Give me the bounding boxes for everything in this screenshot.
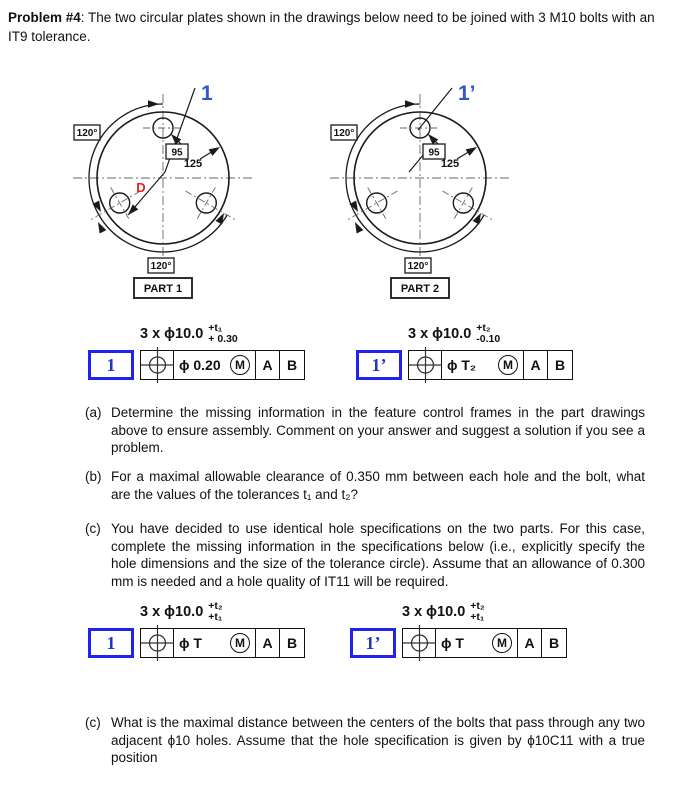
tolerance-upper: +t₂ — [476, 322, 491, 334]
tolerance-lower: +t₁ — [208, 611, 223, 623]
fcf-part1-top — [88, 320, 305, 380]
question-b — [85, 468, 645, 503]
question-b-label: (b) — [85, 469, 102, 484]
tolerance-value-cell — [174, 351, 256, 379]
tolerance-stack — [208, 323, 238, 345]
tolerance-value: ϕ T₂ — [447, 357, 477, 373]
datum-a-cell: A — [256, 351, 280, 379]
position-symbol-cell — [141, 629, 174, 657]
fcf-part2-top — [356, 320, 573, 380]
question-c1-text: You have decided to use identical hole specifications on the two parts. For this case, complete the missing information in the specifications below (i.e., explicitly specify the hole dimensions and the size of the tolerance circle). Assume that an allowance of 0.300 mm is needed and a hole quality of IT11 will be required. — [111, 521, 645, 589]
tolerance-value-cell — [436, 629, 518, 657]
balloon-box: 1’ — [356, 350, 402, 380]
dimension-text: 3 x ϕ10.0 — [408, 326, 472, 342]
position-symbol-cell — [141, 351, 174, 379]
dimension-text: 3 x ϕ10.0 — [402, 604, 466, 620]
center-stub-line — [409, 154, 424, 172]
dimension-callout — [140, 320, 305, 348]
datum-b-cell: B — [548, 635, 560, 651]
tolerance-value-cell — [442, 351, 524, 379]
problem-title — [8, 8, 658, 46]
datum-b-cell: B — [286, 357, 298, 373]
position-symbol-icon — [409, 350, 442, 380]
question-a-text: Determine the missing information in the feature control frames in the part drawings above to ensure assembly. Comment on your answer and suggest a solution if you see a problem. — [111, 405, 645, 455]
balloon-1prime-label: 1’ — [458, 82, 476, 105]
mmc-modifier-icon: M — [498, 355, 518, 375]
plate-diameter-label: 125 — [183, 158, 203, 170]
problem-title-number: Problem #4 — [8, 10, 81, 25]
question-c1-label: (c) — [85, 521, 101, 536]
arc-arrow-top — [405, 100, 416, 108]
tolerance-value: ϕ T — [441, 635, 464, 651]
mmc-modifier-icon: M — [230, 633, 250, 653]
arc-arrow-ll-2 — [95, 220, 107, 233]
tolerance-lower: -0.10 — [476, 333, 501, 345]
question-b-text: For a maximal allowable clearance of 0.350 mm between each hole and the bolt, what are the values of the tolerances t₁ and t₂? — [111, 469, 645, 502]
angle-bottom-label: 120° — [407, 261, 429, 272]
fcf-row — [356, 350, 573, 380]
position-symbol-cell — [409, 351, 442, 379]
bolt-circle-label: 95 — [428, 147, 440, 159]
balloon-box: 1 — [88, 350, 134, 380]
tolerance-value: ϕ T — [179, 635, 202, 651]
question-c2-text: What is the maximal distance between the centers of the bolts that pass through any two adjacent ϕ10 holes. Assume that the hole specification is given by ϕ10C11 with a true position — [111, 715, 645, 765]
hole-ll-cross-line — [111, 187, 129, 218]
balloon-box: 1 — [88, 628, 134, 658]
tolerance-upper: +t₂ — [470, 600, 485, 612]
fcf-row — [350, 628, 567, 658]
tolerance-lower: + 0.30 — [208, 333, 238, 345]
datum-b-cell: B — [554, 357, 566, 373]
angle-left-label: 120° — [76, 128, 98, 139]
feature-control-frame — [408, 350, 573, 380]
bolt-circle-label: 95 — [171, 147, 183, 159]
balloon-box: 1’ — [350, 628, 396, 658]
position-symbol-cell — [403, 629, 436, 657]
position-symbol-icon — [141, 350, 174, 380]
fcf-part1-bottom — [88, 598, 305, 658]
dimension-text: 3 x ϕ10.0 — [140, 326, 204, 342]
tolerance-stack — [476, 323, 500, 345]
mmc-modifier-icon: M — [492, 633, 512, 653]
feature-control-frame — [140, 350, 305, 380]
feature-control-frame — [140, 628, 305, 658]
part1-drawing — [55, 72, 307, 308]
part2-name: PART 2 — [400, 283, 440, 295]
fcf-row — [88, 628, 305, 658]
arc-arrow-top — [148, 100, 159, 108]
dimension-callout — [402, 598, 567, 626]
tolerance-value-cell — [174, 629, 256, 657]
feature-control-frame — [402, 628, 567, 658]
angle-bottom-label: 120° — [150, 261, 172, 272]
question-a — [85, 404, 645, 457]
datum-a-cell: A — [524, 351, 548, 379]
hole-lr-cross-line — [454, 187, 472, 218]
dimension-callout — [408, 320, 573, 348]
plate-diameter-label: 125 — [440, 158, 460, 170]
fcf-part2-bottom — [350, 598, 567, 658]
tolerance-stack — [470, 601, 484, 623]
part1-name: PART 1 — [143, 283, 183, 295]
hole-lr-cross-line — [197, 187, 215, 218]
hole-lr-radial-line — [443, 191, 495, 221]
question-a-label: (a) — [85, 405, 102, 420]
balloon-1-label: 1 — [201, 82, 213, 105]
part2-drawing — [320, 72, 572, 308]
tolerance-lower: +t₁ — [470, 611, 485, 623]
question-c2-label: (c) — [85, 715, 101, 730]
datum-a-cell: A — [518, 629, 542, 657]
question-c1 — [85, 520, 645, 590]
radius-d-label: D — [136, 180, 146, 195]
balloon-leader — [418, 88, 452, 130]
hole-ll-cross-line — [368, 187, 386, 218]
angle-left-label: 120° — [333, 128, 355, 139]
mmc-modifier-icon: M — [230, 355, 250, 375]
fcf-row — [88, 350, 305, 380]
arc-arrow-ll-2 — [352, 220, 364, 233]
position-symbol-icon — [141, 628, 174, 658]
tolerance-upper: +t₂ — [208, 600, 223, 612]
position-symbol-icon — [403, 628, 436, 658]
tolerance-stack — [208, 601, 222, 623]
datum-a-cell: A — [256, 629, 280, 657]
question-c2 — [85, 714, 645, 767]
tolerance-value: ϕ 0.20 — [179, 357, 221, 373]
problem-title-text: : The two circular plates shown in the drawings below need to be joined with 3 M10 bolts with an IT9 tolerance. — [8, 10, 655, 44]
hole-lr-radial-line — [186, 191, 238, 221]
datum-b-cell: B — [286, 635, 298, 651]
dimension-text: 3 x ϕ10.0 — [140, 604, 204, 620]
tolerance-upper: +t₁ — [208, 322, 223, 334]
dimension-callout — [140, 598, 305, 626]
